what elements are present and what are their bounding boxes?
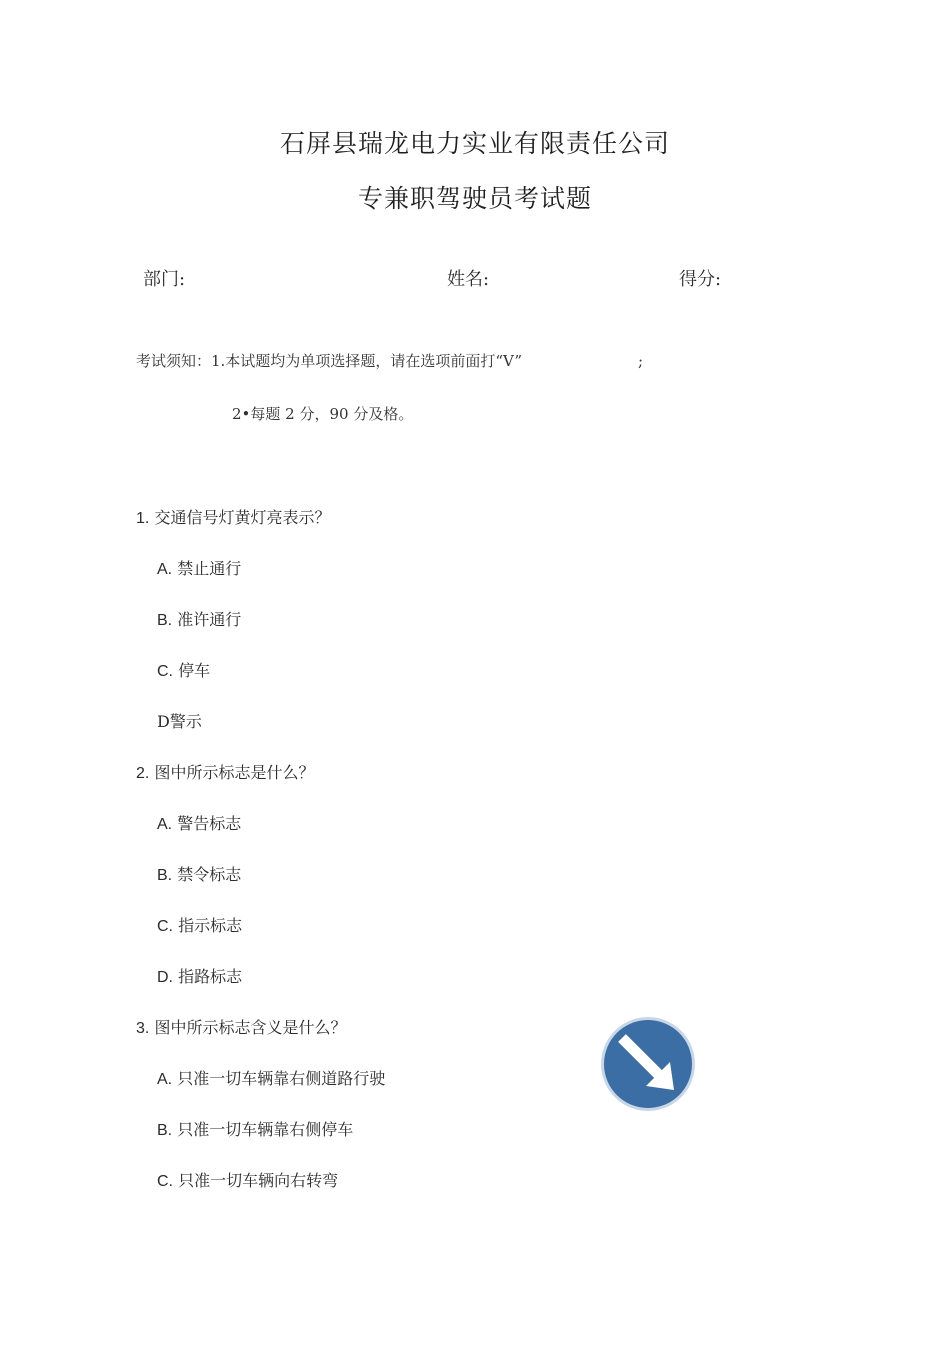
option-letter: D. bbox=[157, 969, 173, 986]
option-letter: D bbox=[157, 712, 170, 731]
question-3-option-b[interactable] bbox=[157, 1117, 353, 1140]
question-number: 1. bbox=[136, 510, 150, 527]
question-1-option-c[interactable] bbox=[157, 658, 210, 681]
question-3-option-a[interactable] bbox=[157, 1066, 385, 1089]
question-2-option-d[interactable] bbox=[157, 964, 242, 987]
option-text: 禁止通行 bbox=[177, 559, 242, 578]
option-letter: B. bbox=[157, 1122, 173, 1139]
question-1-option-d[interactable] bbox=[157, 709, 202, 732]
question-text: 交通信号灯黄灯亮表示？ bbox=[154, 508, 331, 527]
question-number: 2. bbox=[136, 765, 150, 782]
option-letter: C. bbox=[157, 663, 173, 680]
option-letter: B. bbox=[157, 867, 173, 884]
option-text: 只准一切车辆靠右侧停车 bbox=[177, 1120, 354, 1139]
option-text: 只准一切车辆靠右侧道路行驶 bbox=[177, 1069, 386, 1088]
question-number: 3. bbox=[136, 1020, 150, 1037]
option-text: 禁令标志 bbox=[177, 865, 242, 884]
option-letter: B. bbox=[157, 612, 173, 629]
option-text: 指示标志 bbox=[178, 916, 243, 935]
option-text: 停车 bbox=[178, 661, 211, 680]
department-label: 部门: bbox=[143, 269, 186, 290]
option-text: 只准一切车辆向右转弯 bbox=[178, 1171, 339, 1190]
exam-notice-line1: 考试须知：1.本试题均为单项选择题，请在选项前面打“V” bbox=[136, 352, 523, 370]
keep-right-arrow-icon bbox=[600, 1016, 696, 1112]
question-3-option-c[interactable] bbox=[157, 1168, 338, 1191]
score-label: 得分: bbox=[679, 269, 722, 290]
exam-notice-line1-tail: ; bbox=[638, 352, 644, 370]
question-1-option-a[interactable] bbox=[157, 556, 241, 579]
option-letter: C. bbox=[157, 1173, 173, 1190]
option-letter: C. bbox=[157, 918, 173, 935]
question-2 bbox=[136, 760, 314, 783]
option-text: 警告标志 bbox=[177, 814, 242, 833]
option-text: 指路标志 bbox=[178, 967, 243, 986]
option-text: 准许通行 bbox=[177, 610, 242, 629]
question-2-option-b[interactable] bbox=[157, 862, 241, 885]
question-1 bbox=[136, 505, 330, 528]
company-title: 石屏县瑞龙电力实业有限责任公司 bbox=[279, 129, 670, 158]
exam-notice-line2: 2•每题 2 分，90 分及格。 bbox=[232, 405, 414, 423]
question-3 bbox=[136, 1015, 346, 1038]
name-label: 姓名: bbox=[447, 269, 490, 290]
option-letter: A. bbox=[157, 816, 173, 833]
option-letter: A. bbox=[157, 561, 173, 578]
question-2-option-a[interactable] bbox=[157, 811, 241, 834]
question-text: 图中所示标志含义是什么？ bbox=[154, 1018, 347, 1037]
question-1-option-b[interactable] bbox=[157, 607, 241, 630]
question-2-option-c[interactable] bbox=[157, 913, 242, 936]
option-letter: A. bbox=[157, 1071, 173, 1088]
option-text: 警示 bbox=[169, 712, 202, 731]
exam-title: 专兼职驾驶员考试题 bbox=[357, 184, 592, 213]
question-text: 图中所示标志是什么？ bbox=[154, 763, 315, 782]
